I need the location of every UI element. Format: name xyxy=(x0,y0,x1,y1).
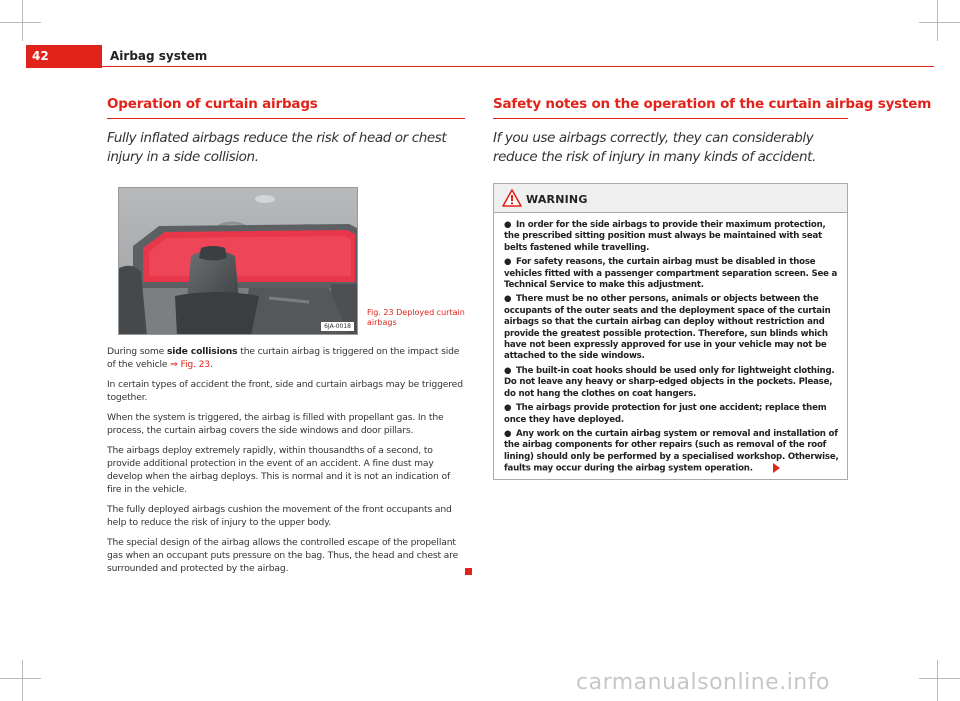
watermark: carmanualsonline.info xyxy=(576,670,830,695)
paragraph: In certain types of accident the front, side and curtain airbags may be triggered together. xyxy=(107,379,463,403)
warning-title: WARNING xyxy=(526,193,588,206)
keyword: side collisions xyxy=(166,346,238,357)
warning-item-text: There must be no other persons, animals or objects between the occupants of the outer seats and the deployment space of the curtain airbags so that the curtain airbag can deploy without restriction and provide the greatest possible protection. Therefore, sun blinds which have not been expressly approved for use in your vehicle may not be attached to the side windows. xyxy=(504,294,831,362)
paragraph: The airbags deploy extremely rapidly, within thousandths of a second, to provide additional protection in the event of an accident. A fine dust may develop when the airbag deploys. This is normal and it is not an indication of fire in the vehicle. xyxy=(107,445,451,495)
warning-item xyxy=(504,403,841,426)
right-column xyxy=(493,96,932,480)
warning-item xyxy=(504,257,841,291)
crop-mark xyxy=(919,22,960,23)
warning-item-text: In order for the side airbags to provide their maximum protection, the prescribed sitting position must always be maintained with seat belts fastened while travelling. xyxy=(504,220,826,253)
warning-item-text: For safety reasons, the curtain airbag must be disabled in those vehicles fitted with a passenger compartment separation screen. See a Technical Service to make this adjustment. xyxy=(504,257,838,291)
bullet-icon: ● xyxy=(504,257,512,268)
figure-caption: Fig. 23 Deployed curtain airbags xyxy=(367,308,465,327)
warning-item xyxy=(504,220,841,254)
crop-mark xyxy=(937,0,938,41)
bullet-icon: ● xyxy=(504,294,512,305)
curtain-airbag-illustration xyxy=(119,188,358,335)
bullet-icon: ● xyxy=(504,428,512,439)
figure-image xyxy=(118,187,358,335)
warning-triangle-icon xyxy=(502,189,522,211)
warning-item xyxy=(504,294,841,362)
paragraph-text: During some xyxy=(107,346,167,357)
paragraph-text: the curtain airbag is triggered on the impact side of the vehicle xyxy=(107,346,460,370)
crop-mark xyxy=(22,660,23,701)
running-header-title: Airbag system xyxy=(110,49,208,63)
warning-item-text: The airbags provide protection for just one accident; replace them once they have deployed. xyxy=(504,403,827,425)
continue-arrow-icon xyxy=(773,463,780,473)
warning-item xyxy=(504,366,841,400)
left-column xyxy=(107,96,465,575)
crop-mark xyxy=(0,22,41,23)
bullet-icon: ● xyxy=(504,365,512,376)
figure xyxy=(107,187,465,337)
section-title: Operation of curtain airbags xyxy=(107,96,465,119)
crop-mark xyxy=(22,0,23,41)
paragraph-text: . xyxy=(209,359,213,370)
crop-mark xyxy=(0,678,41,679)
section-end-marker xyxy=(465,568,472,575)
figure-reference-link[interactable]: ⇒ Fig. 23 xyxy=(170,359,210,370)
warning-header xyxy=(494,184,847,213)
crop-mark xyxy=(919,678,960,679)
paragraph: The fully deployed airbags cushion the movement of the front occupants and help to reduce the risk of injury to the upper body. xyxy=(107,504,452,528)
section-intro: Fully inflated airbags reduce the risk of head or chest injury in a side collision. xyxy=(107,130,447,165)
paragraph xyxy=(107,345,465,371)
warning-box xyxy=(493,183,848,480)
figure-code: 6JA-0018 xyxy=(321,322,354,331)
bullet-icon: ● xyxy=(504,220,512,230)
bullet-icon: ● xyxy=(504,403,512,414)
paragraph: The special design of the airbag allows the controlled escape of the propellant gas when an occupant puts pressure on the bag. Thus, the head and chest are surrounded and protected by the airbag. xyxy=(107,537,459,574)
warning-item-text: The built-in coat hooks should be used only for lightweight clothing. Do not leave any heavy or sharp-edged objects in the pockets. Please, do not hang the clothes on coat hangers. xyxy=(504,365,835,399)
section-title: Safety notes on the operation of the curtain airbag system xyxy=(493,96,848,119)
crop-mark xyxy=(937,660,938,701)
section-intro: If you use airbags correctly, they can considerably reduce the risk of injury in many kinds of accident. xyxy=(493,130,816,165)
header-rule xyxy=(102,66,934,67)
warning-body xyxy=(494,213,847,479)
warning-item xyxy=(504,429,841,475)
page-number: 42 xyxy=(32,49,49,63)
warning-item-text: Any work on the curtain airbag system or removal and installation of the airbag components for other repairs (such as removal of the roof lining) should only be performed by a specialised workshop. Otherwise, faults may occur during the airbag system operation. xyxy=(504,428,839,474)
paragraph: When the system is triggered, the airbag is filled with propellant gas. In the process, the curtain airbag covers the side windows and door pillars. xyxy=(107,412,444,436)
